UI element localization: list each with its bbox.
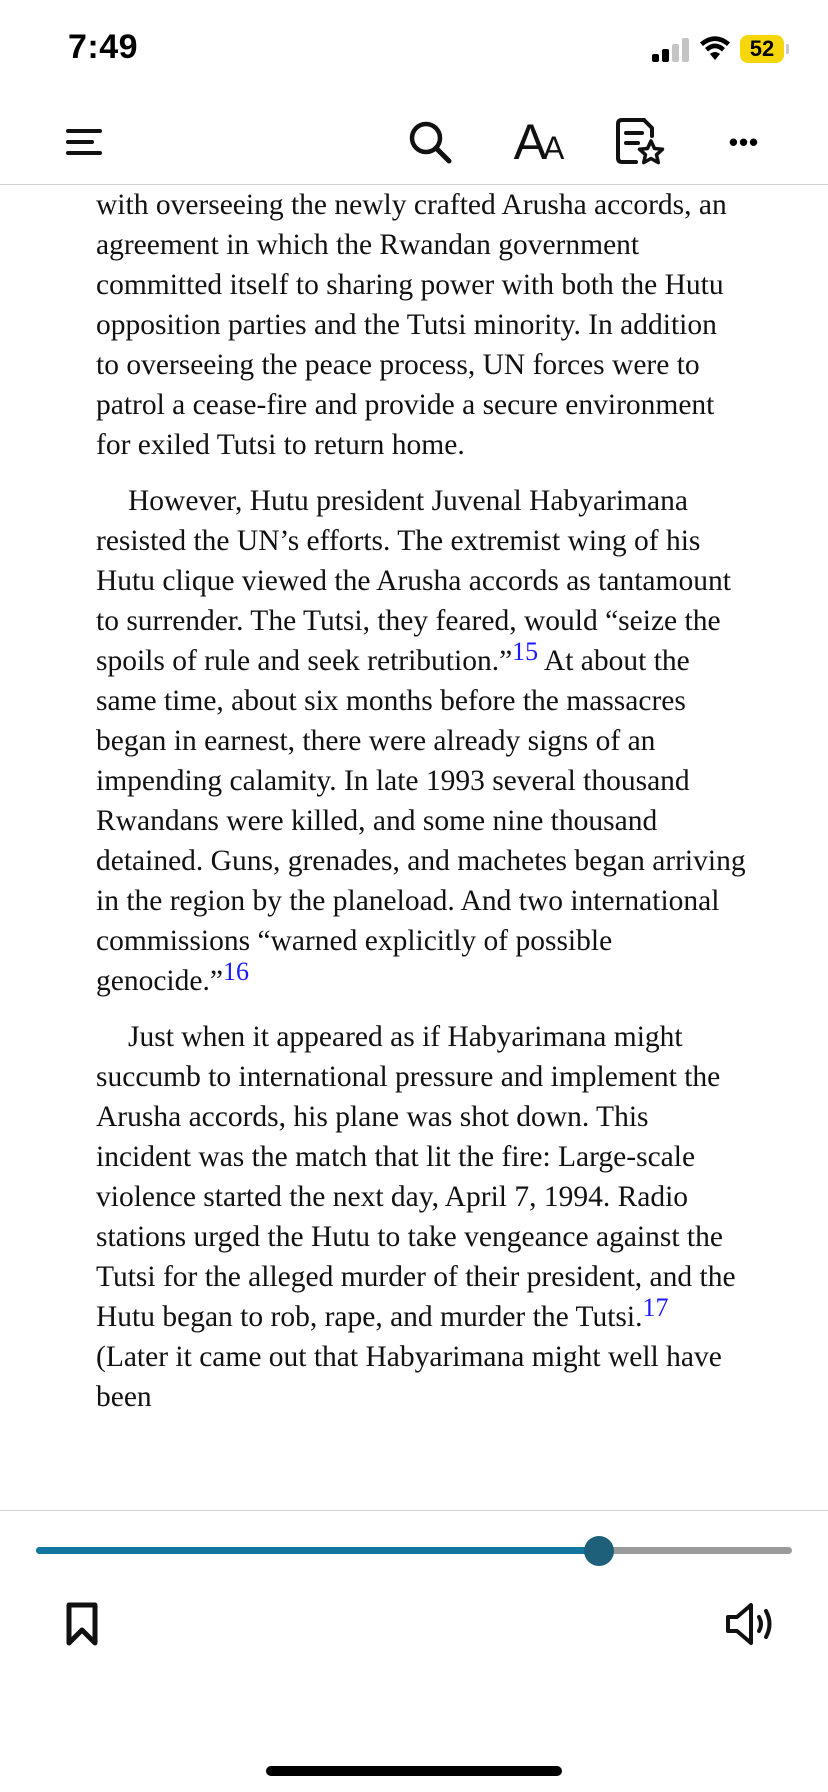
- font-size-large-a: A: [513, 114, 547, 170]
- cellular-signal-icon: [652, 38, 692, 62]
- status-bar: [0, 0, 828, 100]
- progress-thumb[interactable]: [584, 1536, 614, 1566]
- battery-indicator: [740, 35, 788, 63]
- speaker-icon[interactable]: [718, 1594, 782, 1654]
- progress-fill: [36, 1547, 599, 1554]
- battery-nub: [786, 44, 789, 54]
- paragraph-text: However, Hutu president Juvenal Habyarimana resisted the UN’s efforts. The extremist wing of his Hutu clique viewed the Arusha accords as tantamount to surrender. The Tutsi, they feared, would “seize the spoils of rule and seek retribution.”: [96, 485, 731, 677]
- reader-toolbar: [0, 100, 828, 185]
- notes-star-icon[interactable]: [608, 110, 672, 174]
- reading-progress-slider[interactable]: [36, 1536, 792, 1564]
- paragraph-2: [96, 481, 746, 1001]
- font-size-button[interactable]: [504, 110, 574, 174]
- battery-level: 52: [740, 35, 784, 63]
- paragraph-text: (Later it came out that Habyarimana might well have been: [96, 1341, 722, 1413]
- book-text-area: [96, 185, 746, 1510]
- paragraph-1: [96, 185, 746, 465]
- paragraph-text: At about the same time, about six months before the massacres began in earnest, there were already signs of an impending calamity. In late 1993 several thousand Rwandans were killed, and some nine thousand detained. Guns, grenades, and machetes began arriving in the region by the planeload. And two international commissions “warned explicitly of possible genocide.”: [96, 645, 746, 997]
- footnote-link-15[interactable]: 15: [512, 637, 539, 666]
- status-time: 7:49: [68, 28, 139, 66]
- footnote-link-17[interactable]: 17: [642, 1293, 669, 1322]
- paragraph-text: with overseeing the newly crafted Arusha accords, an agreement in which the Rwandan government committed itself to sharing power with both the Hutu opposition parties and the Tutsi minority. In addition to overseeing the peace process, UN forces were to patrol a cease-fire and provide a secure environment for exiled Tutsi to return home.: [96, 189, 727, 461]
- paragraph-text: Just when it appeared as if Habyarimana might succumb to international pressure and implement the Arusha accords, his plane was shot down. This incident was the match that lit the fire: Large-scale violence started the next day, April 7, 1994. Radio stations urged the Hutu to take vengeance against the Tutsi for the alleged murder of their president, and the Hutu began to rob, rape, and murder the Tutsi.: [96, 1021, 736, 1333]
- home-indicator[interactable]: [266, 1766, 562, 1776]
- bookmark-icon[interactable]: [52, 1594, 112, 1654]
- bottom-bar: [0, 1590, 828, 1670]
- font-size-small-a: A: [543, 130, 565, 166]
- footnote-link-16[interactable]: 16: [222, 957, 249, 986]
- wifi-icon: [698, 34, 732, 62]
- search-icon[interactable]: [398, 110, 462, 174]
- hamburger-menu-icon[interactable]: [52, 110, 116, 174]
- paragraph-3: [96, 1017, 746, 1417]
- content-divider: [0, 1510, 828, 1511]
- more-options-button[interactable]: •••: [728, 126, 760, 157]
